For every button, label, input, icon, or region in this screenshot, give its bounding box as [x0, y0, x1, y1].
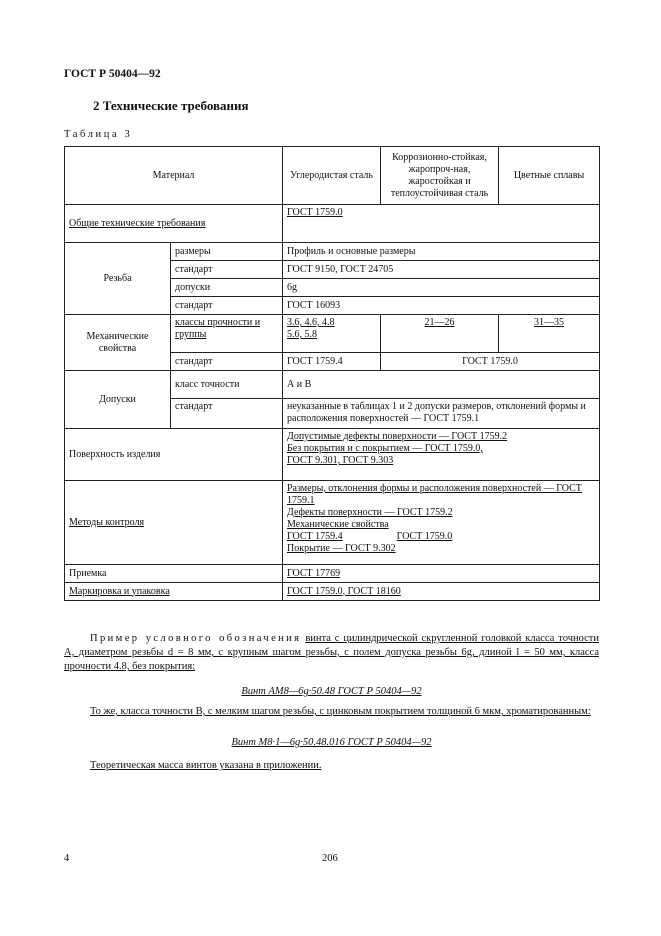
thread-value: 6g	[283, 279, 600, 297]
surface-value	[283, 429, 600, 481]
test-methods-label: Методы контроля	[65, 481, 283, 565]
test-methods-value	[283, 481, 600, 565]
general-requirements-label: Общие технические требования	[65, 205, 283, 243]
strength-classes-carbon-line1: 3.6, 4.6, 4.8	[287, 317, 335, 328]
table-row	[65, 429, 600, 481]
surface-line: Допустимые дефекты поверхности — ГОСТ 1759.2	[287, 431, 508, 442]
table-row	[65, 243, 600, 261]
designation-formula-2: Винт М8·1—6g·50.48.016 ГОСТ Р 50404—92	[231, 737, 432, 748]
methods-line-standards	[287, 531, 595, 543]
table-header-row	[65, 147, 600, 205]
table-row	[65, 315, 600, 353]
example-lead: Пример условного обозначения	[90, 633, 302, 644]
methods-standard-other: ГОСТ 1759.0	[396, 531, 453, 542]
acceptance-value: ГОСТ 17769	[283, 565, 600, 583]
table-row	[65, 481, 600, 565]
header-carbon-steel: Углеродистая сталь	[283, 147, 381, 205]
section-title: 2 Технические требования	[93, 98, 249, 113]
marking-label: Маркировка и упаковка	[65, 583, 283, 601]
thread-label: Резьба	[65, 243, 171, 315]
standard-code: ГОСТ Р 50404—92	[64, 68, 161, 80]
mechanical-standard-other: ГОСТ 1759.0	[381, 353, 600, 371]
thread-sub-label: размеры	[171, 243, 283, 261]
page-number-left: 4	[64, 853, 70, 864]
thread-sub-label: стандарт	[171, 261, 283, 279]
second-example-text: То же, класса точности В, с мелким шагом резьбы, с цинковым покрытием толщиной 6 мкм, хроматированным:	[90, 706, 591, 717]
thread-value: ГОСТ 9150, ГОСТ 24705	[283, 261, 600, 279]
mechanical-properties-label: Механические свойства	[65, 315, 171, 371]
strength-classes-nonferrous: 31—35	[499, 315, 600, 353]
accuracy-class-value: А и В	[283, 371, 600, 399]
acceptance-label: Приемка	[65, 565, 283, 583]
designation-formula-1: Винт АМ8—6g·50.48 ГОСТ Р 50404—92	[241, 686, 422, 697]
surface-line: Без покрытия и с покрытием — ГОСТ 1759.0,	[287, 443, 483, 454]
methods-line-dimensions: Размеры, отклонения формы и расположения поверхностей — ГОСТ 1759.1	[287, 483, 582, 506]
table-row	[65, 371, 600, 399]
thread-value: Профиль и основные размеры	[283, 243, 600, 261]
mass-note-text: Теоретическая масса винтов указана в приложении.	[90, 760, 322, 771]
strength-classes-carbon	[283, 315, 381, 353]
header-nonferrous: Цветные сплавы	[499, 147, 600, 205]
page-number-center: 206	[322, 853, 338, 864]
methods-line-coating: Покрытие — ГОСТ 9.302	[287, 543, 396, 554]
thread-sub-label: стандарт	[171, 297, 283, 315]
strength-classes-label	[171, 315, 283, 353]
tolerances-standard-value: неуказанные в таблицах 1 и 2 допуски размеров, отклонений формы и расположения поверхностей — ГОСТ 1759.1	[283, 399, 600, 429]
second-example-paragraph	[64, 705, 599, 719]
tolerances-label: Допуски	[65, 371, 171, 429]
thread-value: ГОСТ 16093	[283, 297, 600, 315]
methods-line-mechanical: Механические свойства	[287, 519, 389, 530]
general-requirements-value: ГОСТ 1759.0	[283, 205, 600, 243]
table-row	[65, 583, 600, 601]
surface-label: Поверхность изделия	[65, 429, 283, 481]
table-caption: Таблица 3	[64, 129, 133, 140]
mass-note-paragraph	[64, 759, 599, 773]
table-row	[65, 205, 600, 243]
accuracy-class-label: класс точности	[171, 371, 283, 399]
mechanical-standard-label: стандарт	[171, 353, 283, 371]
methods-standard-carbon: ГОСТ 1759.4	[287, 531, 343, 542]
header-corrosion-steel: Коррозионно-стойкая, жаропроч-ная, жаростойкая и теплоустойчивая сталь	[381, 147, 499, 205]
strength-classes-text: классы прочности и группы	[175, 317, 261, 340]
marking-value: ГОСТ 1759.0, ГОСТ 18160	[283, 583, 600, 601]
header-material: Материал	[65, 147, 283, 205]
strength-classes-corrosion: 21—26	[381, 315, 499, 353]
mechanical-standard-carbon: ГОСТ 1759.4	[283, 353, 381, 371]
thread-sub-label: допуски	[171, 279, 283, 297]
strength-classes-carbon-line2: 5.6, 5.8	[287, 329, 317, 340]
requirements-table	[64, 146, 600, 601]
table-row	[65, 565, 600, 583]
designation-example-paragraph	[64, 632, 599, 674]
methods-line-defects: Дефекты поверхности — ГОСТ 1759.2	[287, 507, 453, 518]
example-text: винта с цилиндрической скругленной головкой класса точности А, диаметром резьбы d = 8 мм, с крупным шагом резьбы, с полем допуска резьбы 6g, длиной l = 50 мм, класса прочности 4.8, без покрытия:	[64, 633, 600, 672]
surface-line: ГОСТ 9.301, ГОСТ 9.303	[287, 455, 394, 466]
tolerances-standard-label: стандарт	[171, 399, 283, 429]
